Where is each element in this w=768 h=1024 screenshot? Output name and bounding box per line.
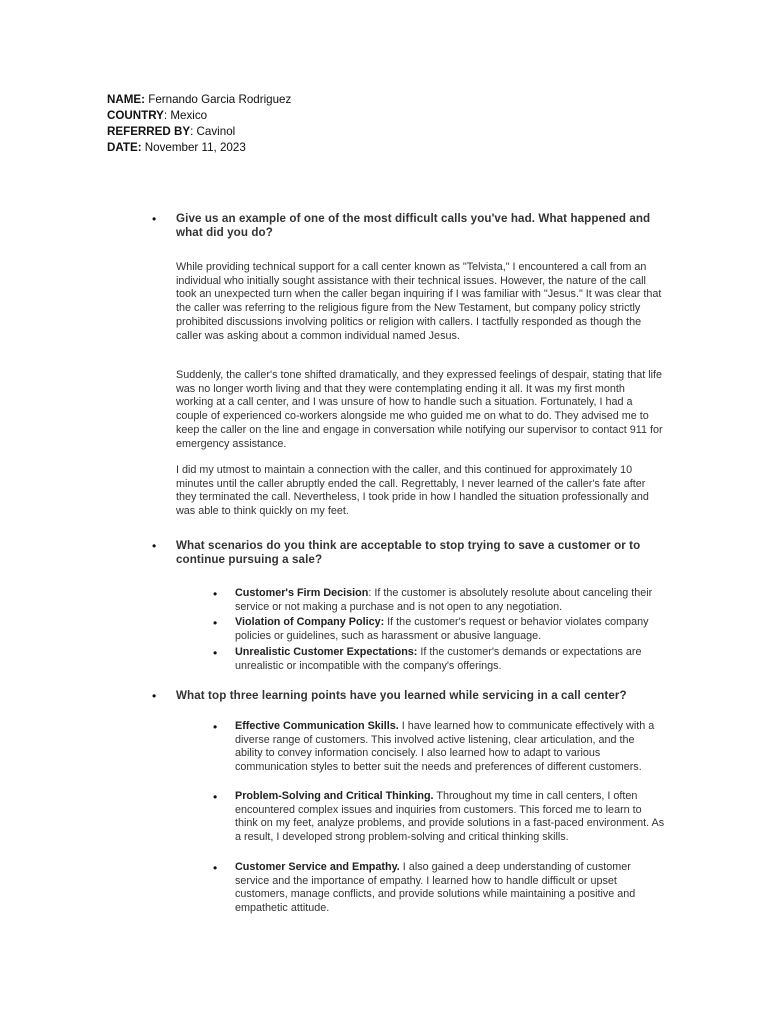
q3-item-2-text: Throughout my time in call centers, I often encountered complex issues and inquiries from customers. This forced me to learn to think on my feet, analyze problems, and provide solutions in a fast-paced environment. As a result, I developed strong problem-solving and critical thinking skills. <box>235 790 665 844</box>
applicant-header <box>107 92 291 156</box>
bullet-icon: • <box>152 539 157 553</box>
question-1: Give us an example of one of the most difficult calls you've had. What happened and what did you do? <box>176 212 651 239</box>
q2-item-2-title: Violation of Company Policy: <box>235 616 385 628</box>
country-value: : Mexico <box>163 109 208 122</box>
sub-bullet-icon: • <box>213 861 218 875</box>
q3-item-2-title: Problem-Solving and Critical Thinking. <box>235 790 434 802</box>
sub-bullet-icon: • <box>213 720 218 734</box>
q3-item-3 <box>235 861 665 916</box>
q3-item-1-title: Effective Communication Skills. <box>235 720 399 732</box>
name-line <box>107 92 291 108</box>
q2-item-1 <box>235 587 665 614</box>
referred-value: : Cavinol <box>190 125 236 138</box>
referred-label: REFERRED BY <box>107 125 191 138</box>
sub-bullet-icon: • <box>213 790 218 804</box>
q2-item-1-text: : If the customer is absolutely resolute about canceling their service or not making a purchase and is not open to any negotiation. <box>235 587 653 613</box>
q3-item-2 <box>235 790 665 845</box>
q3-item-1 <box>235 720 665 775</box>
q2-item-2-text: If the customer's request or behavior violates company policies or guidelines, such as harassment or abusive language. <box>235 616 649 642</box>
sub-bullet-icon: • <box>213 587 218 601</box>
q2-item-1-title: Customer's Firm Decision <box>235 587 369 599</box>
referred-line <box>107 124 291 140</box>
q2-item-3-title: Unrealistic Customer Expectations: <box>235 646 418 658</box>
q1-paragraph-2: Suddenly, the caller's tone shifted dramatically, and they expressed feelings of despair, stating that life was no longer worth living and that they were contemplating ending it all. It was my first month working at a call center, and I was unsure of how to handle such a situation. Fortunately, I had a couple of experienced co-workers alongside me who guided me on what to do. They advised me to keep the caller on the line and engage in conversation while notifying our supervisor to contact 911 for emergency assistance. <box>176 369 663 450</box>
sub-bullet-icon: • <box>213 616 218 630</box>
q3-item-3-text: I also gained a deep understanding of customer service and the importance of empathy. I learned how to handle difficult or upset customers, manage conflicts, and provide solutions while maintaining a positive and empathetic attitude. <box>235 861 636 915</box>
question-2: What scenarios do you think are acceptable to stop trying to save a customer or to continue pursuing a sale? <box>176 539 641 566</box>
q1-paragraph-3: I did my utmost to maintain a connection with the caller, and this continued for approximately 10 minutes until the caller abruptly ended the call. Regrettably, I never learned of the caller's fate after they terminated the call. Nevertheless, I took pride in how I handled the situation professionally and was able to think quickly on my feet. <box>176 464 649 518</box>
q1-paragraph-1: While providing technical support for a call center known as "Telvista," I encountered a call from an individual who initially sought assistance with their technical issues. However, the nature of the call took an unexpected turn when the caller began inquiring if I was familiar with "Jesus." It was clear that the caller was referring to the religious figure from the New Testament, but company policy strictly prohibited discussions involving politics or religion with callers. I tactfully responded as though the caller was asking about a common individual named Jesus. <box>176 261 662 342</box>
bullet-icon: • <box>152 689 157 703</box>
q3-item-1-text: I have learned how to communicate effectively with a diverse range of customers. This involved active listening, clear articulation, and the ability to convey information concisely. I also learned how to adapt to various communication styles to better suit the needs and preferences of different customers. <box>235 720 655 774</box>
country-line <box>107 108 291 124</box>
sub-bullet-icon: • <box>213 646 218 660</box>
name-value: Fernando Garcia Rodriguez <box>148 93 292 106</box>
q2-item-3 <box>235 646 665 673</box>
date-line <box>107 140 291 156</box>
date-label: DATE: <box>107 141 142 154</box>
country-label: COUNTRY <box>107 109 164 122</box>
bullet-icon: • <box>152 212 157 226</box>
q3-item-3-title: Customer Service and Empathy. <box>235 861 400 873</box>
q2-item-3-text: If the customer's demands or expectations are unrealistic or incompatible with the company's offerings. <box>235 646 642 672</box>
question-3: What top three learning points have you learned while servicing in a call center? <box>176 689 627 702</box>
q2-item-2 <box>235 616 665 643</box>
name-label: NAME: <box>107 93 145 106</box>
date-value: November 11, 2023 <box>144 141 246 154</box>
